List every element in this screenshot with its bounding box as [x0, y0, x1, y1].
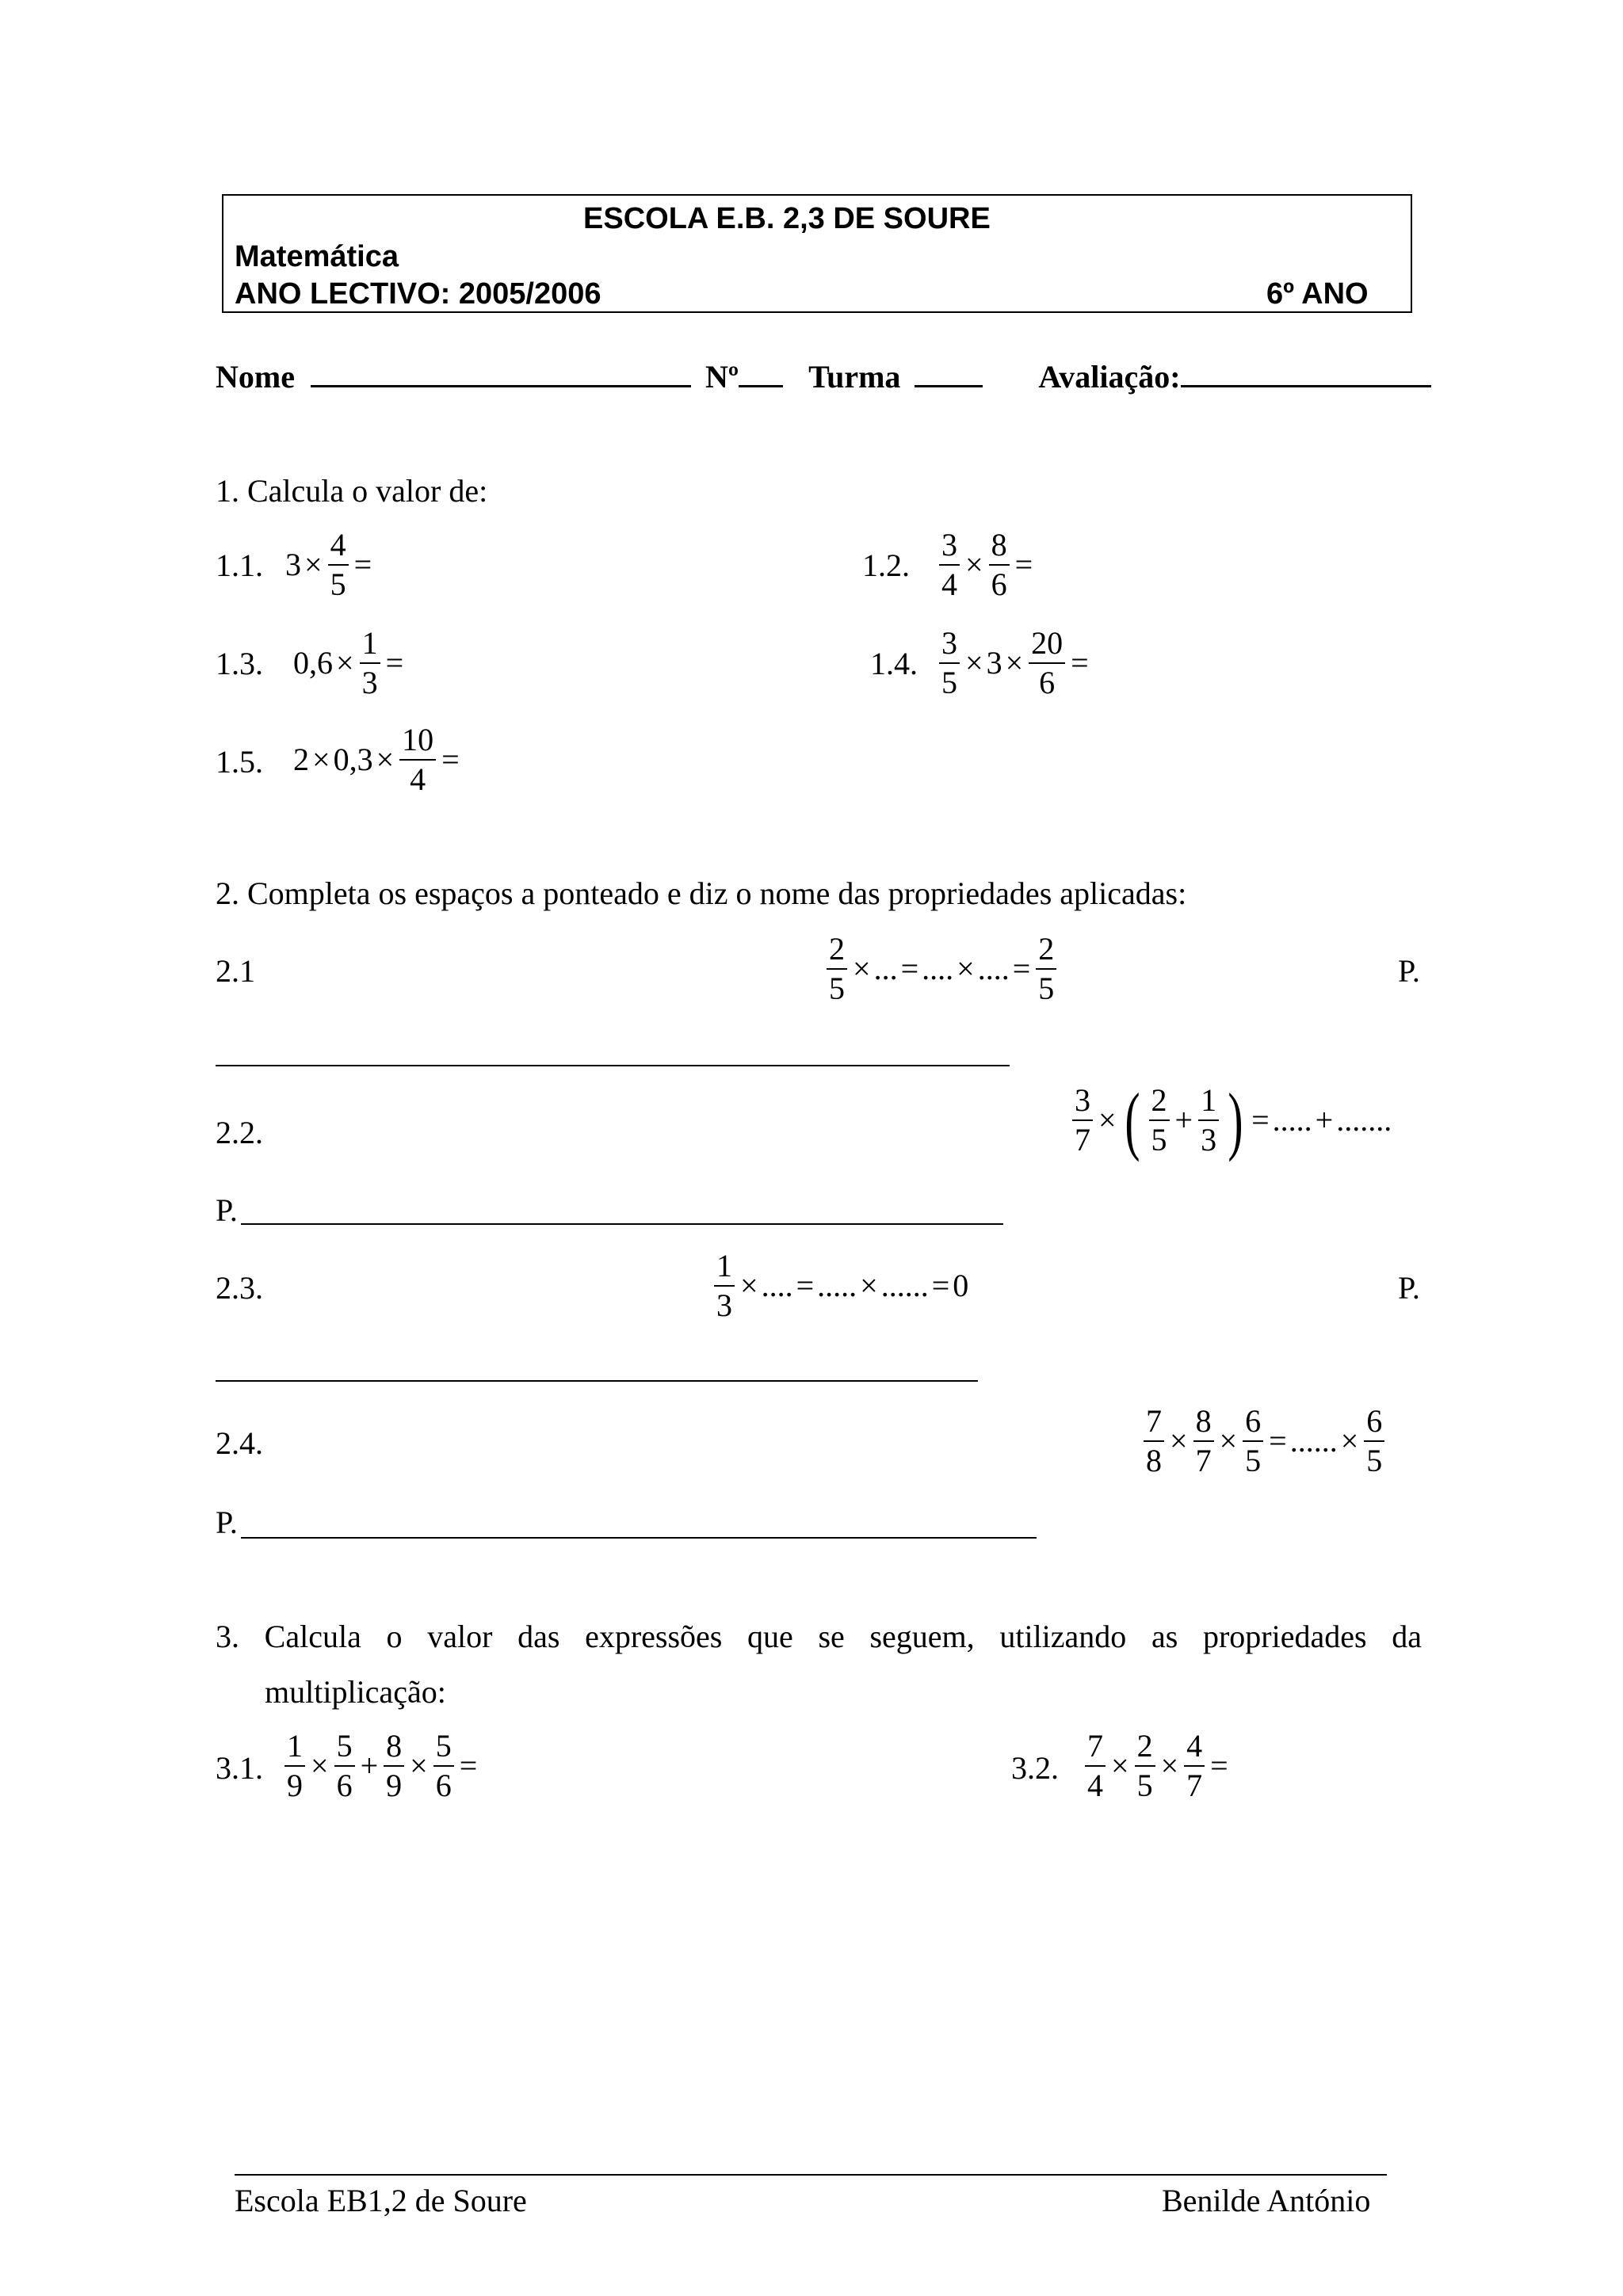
expression-1-5: 2 × 0,3 × $\frac{10}{4}$ =: [293, 722, 460, 797]
exercise-label: 1.4.: [870, 646, 918, 681]
number-label: Nº: [705, 359, 739, 395]
expression-1-2: $\frac{3}{4}$ × $\frac{8}{6}$ =: [937, 529, 1034, 601]
exercise-label: 1.1.: [216, 547, 263, 583]
grade-year: 6º ANO: [1266, 277, 1369, 311]
answer-line[interactable]: [241, 1223, 1003, 1225]
exercise-label: 1.5.: [216, 744, 263, 780]
footer-school: Escola EB1,2 de Soure: [235, 2183, 527, 2218]
class-label: Turma: [808, 359, 901, 395]
exercise-label: 2.2.: [216, 1115, 263, 1150]
exercise-label: 2.3.: [216, 1270, 263, 1306]
expression-1-4: $\frac{3}{5}$ × 3 × $\frac{20}{6}$ =: [937, 627, 1090, 699]
exercise-label: 2.1: [216, 953, 255, 989]
exercise-label: 1.3.: [216, 646, 263, 681]
property-label: P.: [1398, 953, 1420, 989]
subject-label: Matemática: [235, 240, 399, 273]
expression-2-4: $\frac{7}{8}$ × $\frac{8}{7}$ × $\frac{6}{5}$ = ...... × $\frac{6}{5}$: [1141, 1405, 1387, 1477]
answer-line[interactable]: [216, 1065, 1010, 1066]
name-label: Nome: [216, 359, 295, 395]
answer-line[interactable]: [216, 1380, 978, 1382]
question-3-title-continued: multiplicação:: [265, 1674, 446, 1710]
grade-field[interactable]: [1181, 358, 1431, 387]
property-label: P.: [1398, 1270, 1420, 1306]
expression-3-2: $\frac{7}{4}$ × $\frac{2}{5}$ × $\frac{4}{7}$ =: [1083, 1730, 1230, 1802]
school-title: ESCOLA E.B. 2,3 DE SOURE: [583, 202, 991, 235]
exercise-label: 2.4.: [216, 1425, 263, 1461]
exercise-label: 1.2.: [862, 547, 910, 583]
school-year: ANO LECTIVO: 2005/2006: [235, 277, 601, 311]
expression-1-1: 3 × $\frac{4}{5}$ =: [285, 527, 372, 602]
exercise-label: 3.1.: [216, 1750, 263, 1786]
class-field[interactable]: [915, 358, 983, 387]
expression-2-2: $\frac{3}{7}$ × ( $\frac{2}{5}$ + $\frac{1}{3}$ ) = ..... + .......: [1070, 1082, 1392, 1158]
exercise-label: 3.2.: [1011, 1750, 1059, 1786]
grade-label: Avaliação:: [1038, 359, 1181, 395]
number-field[interactable]: [739, 358, 783, 387]
question-3-title: 3. Calcula o valor das expressões que se seguem, utilizando as propriedades da: [216, 1619, 1422, 1654]
question-2-title: 2. Completa os espaços a ponteado e diz o nome das propriedades aplicadas:: [216, 875, 1187, 911]
property-label: P.: [216, 1192, 238, 1228]
property-label: P.: [216, 1505, 238, 1540]
expression-2-3: $\frac{1}{3}$ × .... = ..... × ...... = 0: [712, 1250, 968, 1322]
footer-author: Benilde António: [1162, 2183, 1371, 2218]
answer-line[interactable]: [241, 1537, 1037, 1539]
expression-3-1: $\frac{1}{9}$ × $\frac{5}{6}$ + $\frac{8}{9}$ × $\frac{5}{6}$ =: [282, 1730, 479, 1802]
expression-1-3: 0,6 × $\frac{1}{3}$ =: [293, 625, 404, 700]
footer-divider: [235, 2174, 1387, 2176]
student-info-row: [216, 358, 1431, 393]
name-field[interactable]: [311, 358, 691, 387]
question-1-title: 1. Calcula o valor de:: [216, 473, 488, 509]
expression-2-1: $\frac{2}{5}$ × ... = .... × .... = $\frac{2}{5}$: [824, 933, 1059, 1005]
